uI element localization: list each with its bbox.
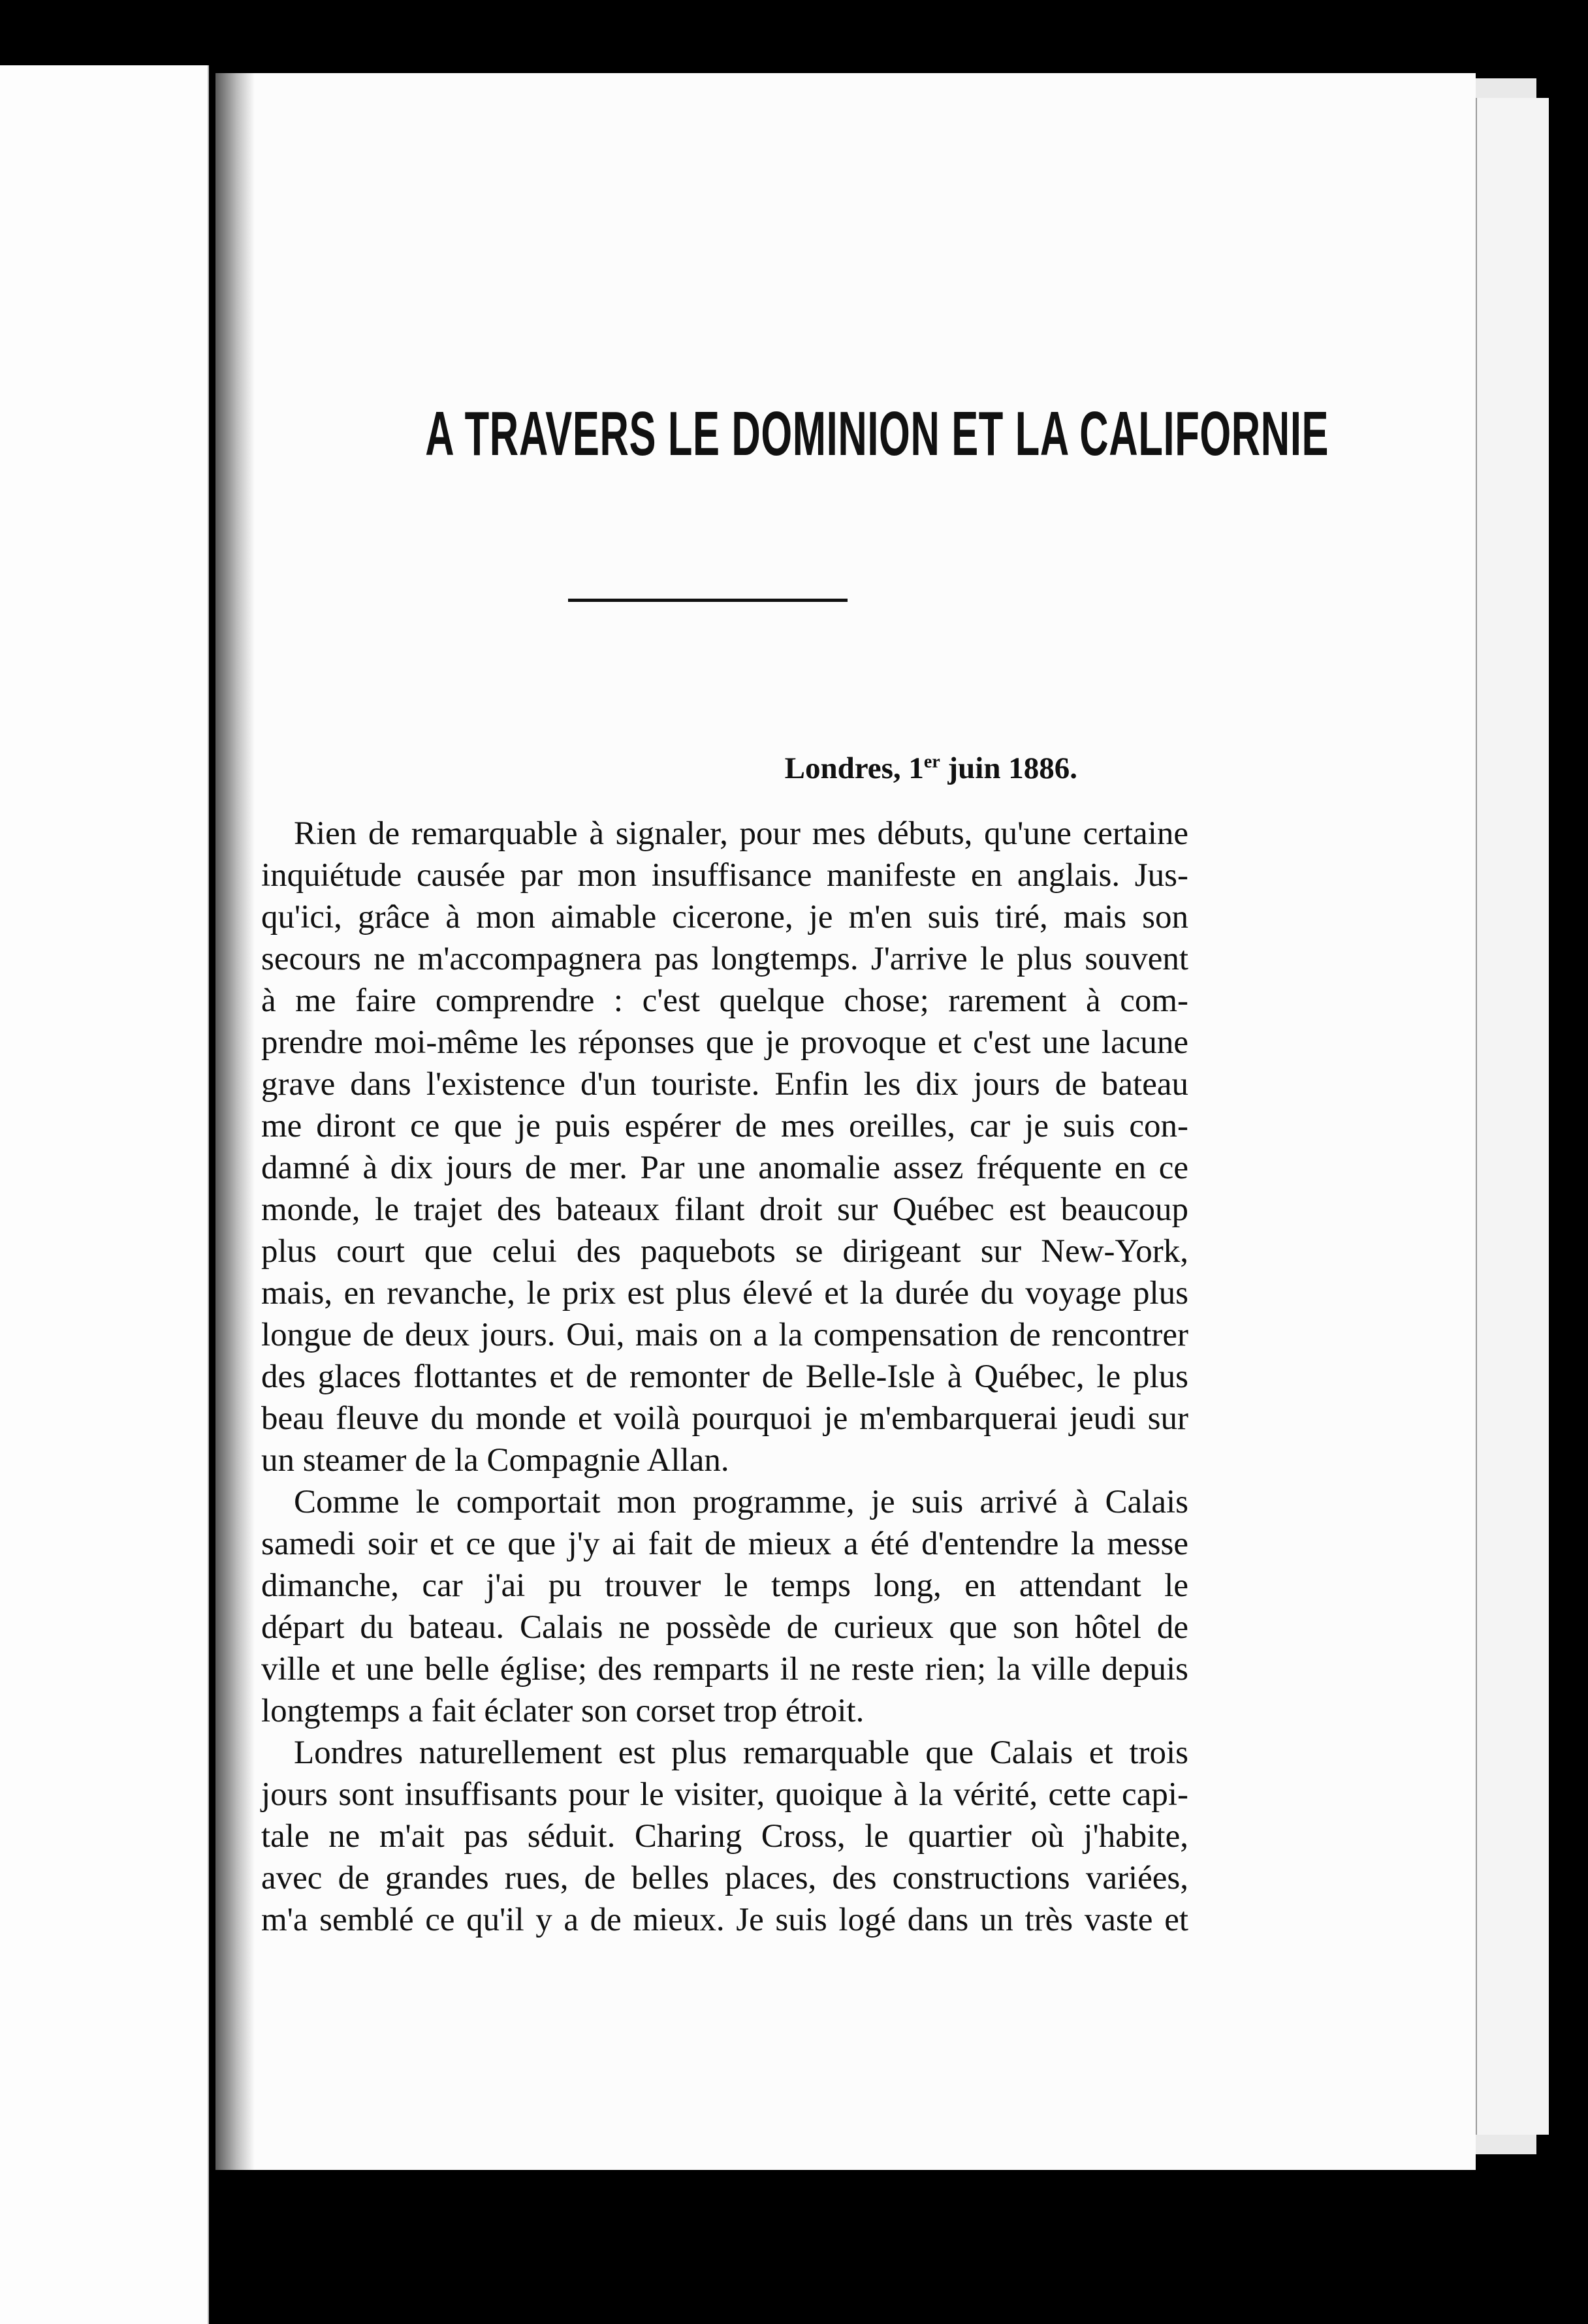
text-line: tale ne m'ait pas séduit. Charing Cross, le quartier où j'habite, (261, 1818, 1188, 1855)
text-line: mais, en revanche, le prix est plus élevé et la durée du voyage plus (261, 1275, 1188, 1311)
title-rule (568, 599, 848, 602)
text-line: un steamer de la Compagnie Allan. (261, 1442, 729, 1479)
text-line: longue de deux jours. Oui, mais on a la compensation de rencontrer (261, 1317, 1188, 1353)
dateline-superscript: er (923, 751, 940, 772)
text-line: Londres naturellement est plus remarquable que Calais et trois (294, 1735, 1188, 1771)
text-line: des glaces flottantes et de remonter de Belle-Isle à Québec, le plus (261, 1358, 1188, 1395)
text-line: prendre moi-même les réponses que je provoque et c'est une lacune (261, 1024, 1188, 1061)
text-line: monde, le trajet des bateaux filant droit sur Québec est beaucoup (261, 1191, 1188, 1228)
text-line: départ du bateau. Calais ne possède de curieux que son hôtel de (261, 1609, 1188, 1646)
text-line: jours sont insuffisants pour le visiter, quoique à la vérité, cette capi- (261, 1776, 1188, 1813)
text-line: à me faire comprendre : c'est quelque chose; rarement à com- (261, 982, 1188, 1019)
text-line: dimanche, car j'ai pu trouver le temps long, en attendant le (261, 1567, 1188, 1604)
page-stack-edge-inner (1476, 98, 1549, 2135)
text-line: ville et une belle église; des remparts il ne reste rien; la ville depuis (261, 1651, 1188, 1688)
dateline-text: Londres, 1 (784, 751, 924, 785)
chapter-title: A TRAVERS LE DOMINION ET LA CALIFORNIE (425, 399, 1329, 469)
left-page-edge (0, 65, 209, 2324)
text-line: beau fleuve du monde et voilà pourquoi je m'embarquerai jeudi sur (261, 1400, 1188, 1437)
text-line: secours ne m'accompagnera pas longtemps. J'arrive le plus souvent (261, 941, 1188, 977)
text-line: m'a semblé ce qu'il y a de mieux. Je suis logé dans un très vaste et (261, 1902, 1188, 1938)
binding-shadow (215, 73, 255, 2170)
dateline (777, 751, 1077, 786)
text-line: damné à dix jours de mer. Par une anomalie assez fréquente en ce (261, 1150, 1188, 1186)
text-line: grave dans l'existence d'un touriste. Enfin les dix jours de bateau (261, 1066, 1188, 1103)
dateline-date: juin 1886. (940, 751, 1077, 785)
text-line: Comme le comportait mon programme, je suis arrivé à Calais (294, 1484, 1188, 1520)
text-line: longtemps a fait éclater son corset trop étroit. (261, 1693, 865, 1729)
text-line: plus court que celui des paquebots se dirigeant sur New-York, (261, 1233, 1188, 1270)
text-line: qu'ici, grâce à mon aimable cicerone, je m'en suis tiré, mais son (261, 899, 1188, 935)
text-line: me diront ce que je puis espérer de mes oreilles, car je suis con- (261, 1108, 1188, 1144)
body-text (261, 813, 1188, 1941)
text-line: avec de grandes rues, de belles places, des constructions variées, (261, 1860, 1188, 1896)
text-line: samedi soir et ce que j'y ai fait de mieux a été d'entendre la messe (261, 1526, 1188, 1562)
text-line: inquiétude causée par mon insuffisance manifeste en anglais. Jus- (261, 857, 1188, 894)
text-line: Rien de remarquable à signaler, pour mes débuts, qu'une certaine (294, 815, 1188, 852)
